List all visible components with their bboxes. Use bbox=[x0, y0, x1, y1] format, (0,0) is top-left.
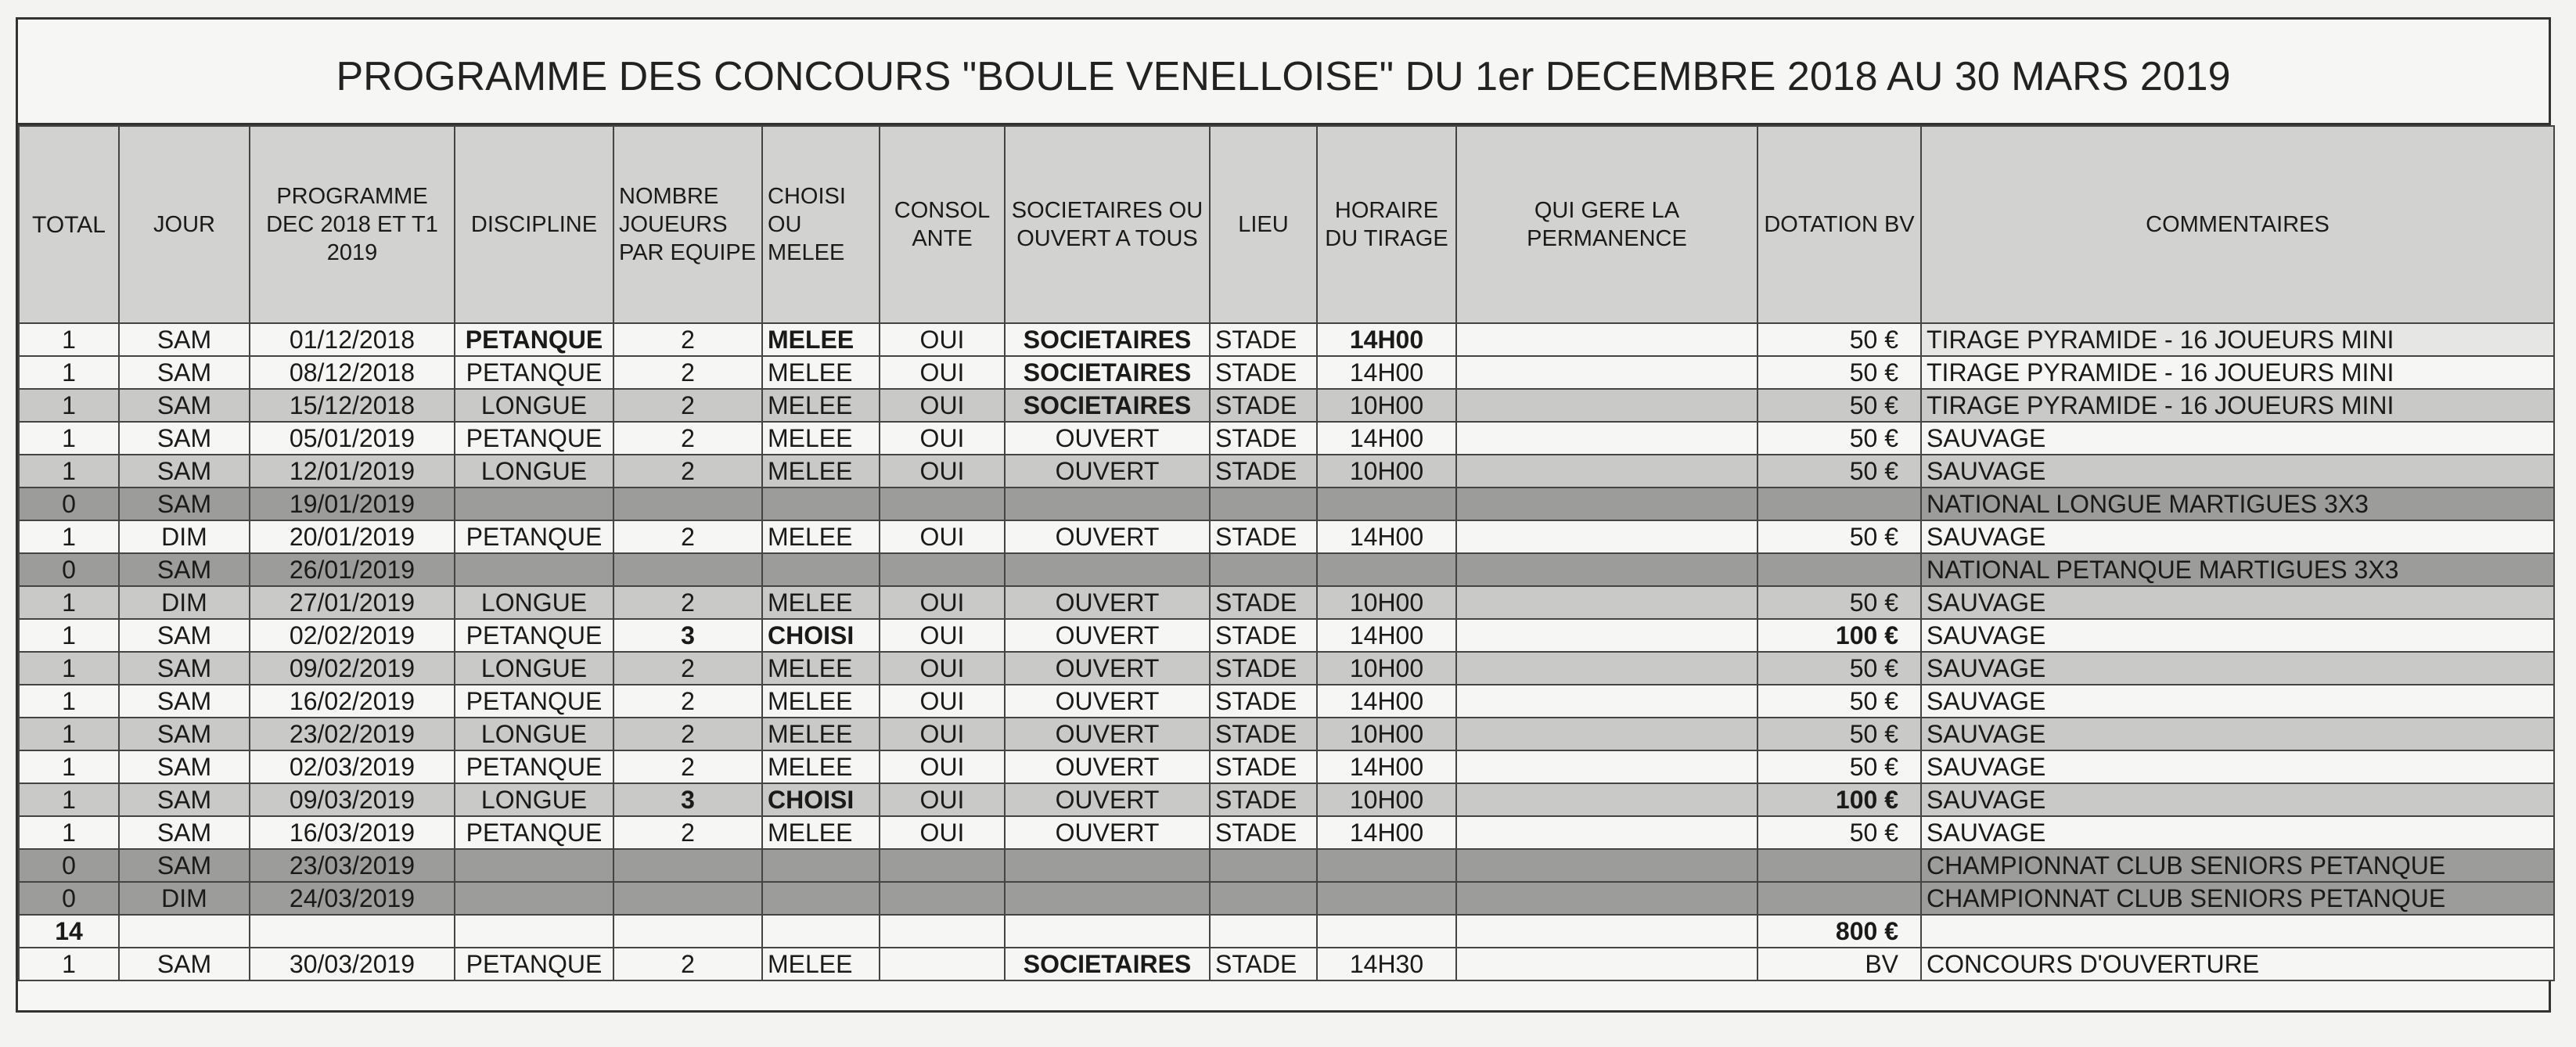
cell-mode bbox=[762, 488, 880, 520]
header-commentaires: COMMENTAIRES bbox=[1921, 126, 2554, 323]
cell-discipline bbox=[455, 915, 613, 948]
cell-dotation: 50 € bbox=[1758, 356, 1921, 389]
cell-dotation bbox=[1758, 849, 1921, 882]
cell-acces: OUVERT bbox=[1005, 455, 1210, 488]
cell-acces: OUVERT bbox=[1005, 619, 1210, 652]
cell-date: 08/12/2018 bbox=[250, 356, 455, 389]
cell-discipline: PETANQUE bbox=[455, 750, 613, 783]
cell-commentaire: CONCOURS D'OUVERTURE bbox=[1921, 948, 2554, 980]
cell-commentaire: NATIONAL LONGUE MARTIGUES 3X3 bbox=[1921, 488, 2554, 520]
cell-date: 26/01/2019 bbox=[250, 553, 455, 586]
cell-jour: DIM bbox=[119, 520, 250, 553]
cell-consolante: OUI bbox=[880, 422, 1005, 455]
cell-date: 09/03/2019 bbox=[250, 783, 455, 816]
cell-date: 19/01/2019 bbox=[250, 488, 455, 520]
cell-mode: MELEE bbox=[762, 652, 880, 685]
cell-horaire: 14H00 bbox=[1317, 750, 1456, 783]
cell-lieu: STADE bbox=[1210, 718, 1317, 750]
cell-acces bbox=[1005, 915, 1210, 948]
table-row bbox=[19, 750, 2554, 783]
table-row bbox=[19, 882, 2554, 915]
cell-joueurs bbox=[613, 849, 762, 882]
cell-commentaire: SAUVAGE bbox=[1921, 586, 2554, 619]
cell-lieu: STADE bbox=[1210, 685, 1317, 718]
cell-consolante: OUI bbox=[880, 619, 1005, 652]
cell-total: 1 bbox=[19, 685, 119, 718]
cell-acces: OUVERT bbox=[1005, 520, 1210, 553]
cell-lieu: STADE bbox=[1210, 750, 1317, 783]
table-row bbox=[19, 685, 2554, 718]
cell-discipline bbox=[455, 882, 613, 915]
cell-mode: MELEE bbox=[762, 750, 880, 783]
concours-table bbox=[18, 125, 2555, 981]
cell-mode: MELEE bbox=[762, 323, 880, 356]
cell-total: 1 bbox=[19, 586, 119, 619]
table-row bbox=[19, 718, 2554, 750]
header-lieu: LIEU bbox=[1210, 126, 1317, 323]
cell-jour: SAM bbox=[119, 685, 250, 718]
header-permanence: QUI GERE LA PERMANENCE bbox=[1456, 126, 1758, 323]
cell-acces: SOCIETAIRES bbox=[1005, 389, 1210, 422]
cell-dotation: 50 € bbox=[1758, 750, 1921, 783]
cell-mode: CHOISI bbox=[762, 783, 880, 816]
table-row bbox=[19, 586, 2554, 619]
cell-acces: OUVERT bbox=[1005, 783, 1210, 816]
cell-lieu bbox=[1210, 849, 1317, 882]
cell-joueurs: 2 bbox=[613, 750, 762, 783]
cell-commentaire: SAUVAGE bbox=[1921, 520, 2554, 553]
cell-lieu bbox=[1210, 553, 1317, 586]
cell-mode bbox=[762, 882, 880, 915]
cell-jour: SAM bbox=[119, 652, 250, 685]
cell-jour: SAM bbox=[119, 455, 250, 488]
cell-consolante: OUI bbox=[880, 389, 1005, 422]
table-row bbox=[19, 915, 2554, 948]
table-row bbox=[19, 389, 2554, 422]
cell-lieu: STADE bbox=[1210, 816, 1317, 849]
page-title: PROGRAMME DES CONCOURS "BOULE VENELLOISE" DU 1er DECEMBRE 2018 AU 30 MARS 2019 bbox=[18, 20, 2549, 125]
cell-total: 1 bbox=[19, 455, 119, 488]
cell-horaire: 14H00 bbox=[1317, 323, 1456, 356]
table-row bbox=[19, 652, 2554, 685]
cell-total: 0 bbox=[19, 553, 119, 586]
cell-dotation: 100 € bbox=[1758, 619, 1921, 652]
cell-horaire: 10H00 bbox=[1317, 783, 1456, 816]
cell-total: 1 bbox=[19, 323, 119, 356]
cell-horaire: 14H00 bbox=[1317, 520, 1456, 553]
cell-horaire: 10H00 bbox=[1317, 718, 1456, 750]
cell-commentaire: TIRAGE PYRAMIDE - 16 JOUEURS MINI bbox=[1921, 323, 2554, 356]
cell-discipline: PETANQUE bbox=[455, 948, 613, 980]
cell-date: 20/01/2019 bbox=[250, 520, 455, 553]
cell-jour: SAM bbox=[119, 948, 250, 980]
cell-dotation bbox=[1758, 488, 1921, 520]
cell-jour: SAM bbox=[119, 488, 250, 520]
cell-mode: MELEE bbox=[762, 422, 880, 455]
header-horaire: HORAIRE DU TIRAGE bbox=[1317, 126, 1456, 323]
cell-consolante: OUI bbox=[880, 455, 1005, 488]
cell-date: 02/02/2019 bbox=[250, 619, 455, 652]
cell-commentaire: TIRAGE PYRAMIDE - 16 JOUEURS MINI bbox=[1921, 389, 2554, 422]
table-row bbox=[19, 783, 2554, 816]
cell-horaire: 14H00 bbox=[1317, 685, 1456, 718]
cell-discipline: PETANQUE bbox=[455, 685, 613, 718]
cell-consolante bbox=[880, 948, 1005, 980]
cell-jour: SAM bbox=[119, 718, 250, 750]
cell-acces: OUVERT bbox=[1005, 816, 1210, 849]
cell-date: 23/02/2019 bbox=[250, 718, 455, 750]
cell-lieu: STADE bbox=[1210, 652, 1317, 685]
cell-consolante: OUI bbox=[880, 718, 1005, 750]
cell-permanence bbox=[1456, 783, 1758, 816]
cell-discipline: PETANQUE bbox=[455, 356, 613, 389]
cell-permanence bbox=[1456, 882, 1758, 915]
cell-acces: SOCIETAIRES bbox=[1005, 323, 1210, 356]
cell-discipline: LONGUE bbox=[455, 783, 613, 816]
cell-permanence bbox=[1456, 455, 1758, 488]
cell-lieu: STADE bbox=[1210, 389, 1317, 422]
cell-consolante bbox=[880, 488, 1005, 520]
cell-mode: MELEE bbox=[762, 816, 880, 849]
cell-consolante bbox=[880, 553, 1005, 586]
cell-joueurs: 2 bbox=[613, 323, 762, 356]
cell-total: 1 bbox=[19, 520, 119, 553]
cell-date: 24/03/2019 bbox=[250, 882, 455, 915]
cell-jour: DIM bbox=[119, 882, 250, 915]
cell-permanence bbox=[1456, 356, 1758, 389]
header-dotation: DOTATION BV bbox=[1758, 126, 1921, 323]
cell-discipline: LONGUE bbox=[455, 586, 613, 619]
cell-date: 16/03/2019 bbox=[250, 816, 455, 849]
cell-acces bbox=[1005, 882, 1210, 915]
cell-horaire bbox=[1317, 553, 1456, 586]
cell-horaire: 10H00 bbox=[1317, 455, 1456, 488]
cell-consolante: OUI bbox=[880, 783, 1005, 816]
cell-discipline bbox=[455, 849, 613, 882]
cell-dotation: 50 € bbox=[1758, 323, 1921, 356]
cell-total: 1 bbox=[19, 422, 119, 455]
cell-joueurs: 2 bbox=[613, 685, 762, 718]
header-row bbox=[19, 126, 2554, 323]
cell-date: 01/12/2018 bbox=[250, 323, 455, 356]
cell-horaire bbox=[1317, 915, 1456, 948]
cell-permanence bbox=[1456, 915, 1758, 948]
cell-consolante bbox=[880, 882, 1005, 915]
cell-joueurs: 2 bbox=[613, 356, 762, 389]
cell-mode: MELEE bbox=[762, 718, 880, 750]
cell-lieu: STADE bbox=[1210, 323, 1317, 356]
cell-mode: MELEE bbox=[762, 520, 880, 553]
cell-permanence bbox=[1456, 685, 1758, 718]
cell-dotation: 100 € bbox=[1758, 783, 1921, 816]
cell-acces: SOCIETAIRES bbox=[1005, 948, 1210, 980]
cell-acces bbox=[1005, 488, 1210, 520]
cell-dotation: 50 € bbox=[1758, 652, 1921, 685]
cell-dotation: 50 € bbox=[1758, 520, 1921, 553]
cell-commentaire: SAUVAGE bbox=[1921, 816, 2554, 849]
table-row bbox=[19, 323, 2554, 356]
cell-consolante: OUI bbox=[880, 356, 1005, 389]
cell-jour: SAM bbox=[119, 849, 250, 882]
cell-lieu bbox=[1210, 915, 1317, 948]
header-choisi-melee: CHOISI OU MELEE bbox=[762, 126, 880, 323]
cell-consolante: OUI bbox=[880, 652, 1005, 685]
cell-total: 1 bbox=[19, 356, 119, 389]
cell-commentaire: SAUVAGE bbox=[1921, 718, 2554, 750]
cell-dotation: 50 € bbox=[1758, 685, 1921, 718]
cell-date: 12/01/2019 bbox=[250, 455, 455, 488]
cell-commentaire: TIRAGE PYRAMIDE - 16 JOUEURS MINI bbox=[1921, 356, 2554, 389]
cell-date bbox=[250, 915, 455, 948]
cell-jour bbox=[119, 915, 250, 948]
cell-total: 0 bbox=[19, 849, 119, 882]
cell-commentaire: SAUVAGE bbox=[1921, 422, 2554, 455]
header-total: TOTAL bbox=[19, 126, 119, 323]
cell-permanence bbox=[1456, 948, 1758, 980]
cell-permanence bbox=[1456, 323, 1758, 356]
cell-lieu bbox=[1210, 488, 1317, 520]
cell-lieu: STADE bbox=[1210, 619, 1317, 652]
cell-lieu: STADE bbox=[1210, 520, 1317, 553]
cell-jour: SAM bbox=[119, 356, 250, 389]
header-discipline: DISCIPLINE bbox=[455, 126, 613, 323]
cell-discipline bbox=[455, 488, 613, 520]
cell-mode: CHOISI bbox=[762, 619, 880, 652]
cell-permanence bbox=[1456, 718, 1758, 750]
cell-discipline: PETANQUE bbox=[455, 422, 613, 455]
cell-total: 1 bbox=[19, 948, 119, 980]
cell-permanence bbox=[1456, 586, 1758, 619]
cell-dotation bbox=[1758, 882, 1921, 915]
cell-commentaire: NATIONAL PETANQUE MARTIGUES 3X3 bbox=[1921, 553, 2554, 586]
cell-horaire: 10H00 bbox=[1317, 389, 1456, 422]
cell-consolante: OUI bbox=[880, 685, 1005, 718]
cell-discipline: LONGUE bbox=[455, 652, 613, 685]
header-jour: JOUR bbox=[119, 126, 250, 323]
cell-commentaire: SAUVAGE bbox=[1921, 783, 2554, 816]
cell-mode: MELEE bbox=[762, 685, 880, 718]
cell-commentaire: SAUVAGE bbox=[1921, 750, 2554, 783]
cell-total: 14 bbox=[19, 915, 119, 948]
cell-date: 15/12/2018 bbox=[250, 389, 455, 422]
cell-permanence bbox=[1456, 652, 1758, 685]
cell-acces: OUVERT bbox=[1005, 750, 1210, 783]
table-row bbox=[19, 619, 2554, 652]
cell-consolante: OUI bbox=[880, 520, 1005, 553]
cell-joueurs: 2 bbox=[613, 520, 762, 553]
cell-lieu: STADE bbox=[1210, 783, 1317, 816]
cell-horaire: 14H30 bbox=[1317, 948, 1456, 980]
cell-discipline bbox=[455, 553, 613, 586]
cell-date: 23/03/2019 bbox=[250, 849, 455, 882]
cell-date: 30/03/2019 bbox=[250, 948, 455, 980]
cell-horaire: 10H00 bbox=[1317, 586, 1456, 619]
cell-jour: SAM bbox=[119, 323, 250, 356]
cell-horaire bbox=[1317, 882, 1456, 915]
cell-acces bbox=[1005, 849, 1210, 882]
cell-joueurs: 3 bbox=[613, 619, 762, 652]
cell-joueurs: 2 bbox=[613, 948, 762, 980]
cell-discipline: LONGUE bbox=[455, 718, 613, 750]
cell-jour: DIM bbox=[119, 586, 250, 619]
cell-joueurs bbox=[613, 488, 762, 520]
table-row bbox=[19, 422, 2554, 455]
header-societaires: SOCIETAIRES OU OUVERT A TOUS bbox=[1005, 126, 1210, 323]
programme-sheet bbox=[16, 17, 2551, 1013]
cell-dotation bbox=[1758, 553, 1921, 586]
cell-lieu: STADE bbox=[1210, 455, 1317, 488]
cell-consolante: OUI bbox=[880, 323, 1005, 356]
cell-permanence bbox=[1456, 750, 1758, 783]
cell-commentaire: SAUVAGE bbox=[1921, 455, 2554, 488]
cell-commentaire: CHAMPIONNAT CLUB SENIORS PETANQUE bbox=[1921, 882, 2554, 915]
cell-horaire bbox=[1317, 488, 1456, 520]
cell-dotation: 50 € bbox=[1758, 816, 1921, 849]
cell-consolante: OUI bbox=[880, 816, 1005, 849]
cell-mode: MELEE bbox=[762, 455, 880, 488]
table-row bbox=[19, 849, 2554, 882]
cell-discipline: LONGUE bbox=[455, 455, 613, 488]
cell-joueurs: 2 bbox=[613, 718, 762, 750]
cell-commentaire: SAUVAGE bbox=[1921, 619, 2554, 652]
cell-joueurs: 2 bbox=[613, 422, 762, 455]
cell-dotation: 50 € bbox=[1758, 389, 1921, 422]
cell-jour: SAM bbox=[119, 422, 250, 455]
cell-jour: SAM bbox=[119, 783, 250, 816]
cell-acces: OUVERT bbox=[1005, 718, 1210, 750]
cell-lieu: STADE bbox=[1210, 422, 1317, 455]
cell-joueurs: 2 bbox=[613, 652, 762, 685]
cell-joueurs bbox=[613, 882, 762, 915]
cell-mode: MELEE bbox=[762, 389, 880, 422]
cell-total: 1 bbox=[19, 619, 119, 652]
cell-mode bbox=[762, 915, 880, 948]
cell-dotation: 800 € bbox=[1758, 915, 1921, 948]
cell-joueurs: 2 bbox=[613, 389, 762, 422]
cell-date: 09/02/2019 bbox=[250, 652, 455, 685]
cell-acces: OUVERT bbox=[1005, 685, 1210, 718]
cell-permanence bbox=[1456, 619, 1758, 652]
cell-lieu: STADE bbox=[1210, 948, 1317, 980]
cell-permanence bbox=[1456, 816, 1758, 849]
cell-consolante: OUI bbox=[880, 750, 1005, 783]
cell-jour: SAM bbox=[119, 816, 250, 849]
cell-jour: SAM bbox=[119, 619, 250, 652]
cell-total: 1 bbox=[19, 816, 119, 849]
cell-date: 05/01/2019 bbox=[250, 422, 455, 455]
cell-total: 1 bbox=[19, 389, 119, 422]
cell-joueurs bbox=[613, 553, 762, 586]
table-row bbox=[19, 553, 2554, 586]
cell-mode: MELEE bbox=[762, 356, 880, 389]
cell-date: 02/03/2019 bbox=[250, 750, 455, 783]
cell-jour: SAM bbox=[119, 750, 250, 783]
header-consolante: CONSOL ANTE bbox=[880, 126, 1005, 323]
cell-joueurs: 3 bbox=[613, 783, 762, 816]
table-row bbox=[19, 520, 2554, 553]
cell-lieu: STADE bbox=[1210, 586, 1317, 619]
table-row bbox=[19, 455, 2554, 488]
table-row bbox=[19, 816, 2554, 849]
cell-permanence bbox=[1456, 389, 1758, 422]
header-programme: PROGRAMME DEC 2018 ET T1 2019 bbox=[250, 126, 455, 323]
table-row bbox=[19, 488, 2554, 520]
cell-permanence bbox=[1456, 488, 1758, 520]
cell-joueurs bbox=[613, 915, 762, 948]
cell-mode: MELEE bbox=[762, 586, 880, 619]
cell-lieu: STADE bbox=[1210, 356, 1317, 389]
cell-horaire: 14H00 bbox=[1317, 619, 1456, 652]
cell-date: 16/02/2019 bbox=[250, 685, 455, 718]
cell-consolante: OUI bbox=[880, 586, 1005, 619]
cell-mode: MELEE bbox=[762, 948, 880, 980]
cell-mode bbox=[762, 849, 880, 882]
cell-permanence bbox=[1456, 422, 1758, 455]
cell-joueurs: 2 bbox=[613, 816, 762, 849]
cell-discipline: PETANQUE bbox=[455, 619, 613, 652]
cell-joueurs: 2 bbox=[613, 586, 762, 619]
cell-permanence bbox=[1456, 553, 1758, 586]
cell-acces bbox=[1005, 553, 1210, 586]
cell-lieu bbox=[1210, 882, 1317, 915]
cell-discipline: PETANQUE bbox=[455, 520, 613, 553]
cell-dotation: 50 € bbox=[1758, 422, 1921, 455]
cell-commentaire: SAUVAGE bbox=[1921, 685, 2554, 718]
cell-total: 1 bbox=[19, 652, 119, 685]
cell-dotation: 50 € bbox=[1758, 586, 1921, 619]
cell-jour: SAM bbox=[119, 389, 250, 422]
cell-dotation: 50 € bbox=[1758, 455, 1921, 488]
cell-total: 1 bbox=[19, 750, 119, 783]
cell-commentaire bbox=[1921, 915, 2554, 948]
cell-permanence bbox=[1456, 520, 1758, 553]
cell-discipline: PETANQUE bbox=[455, 816, 613, 849]
cell-horaire: 14H00 bbox=[1317, 356, 1456, 389]
cell-commentaire: SAUVAGE bbox=[1921, 652, 2554, 685]
cell-total: 0 bbox=[19, 488, 119, 520]
cell-acces: OUVERT bbox=[1005, 652, 1210, 685]
cell-horaire: 14H00 bbox=[1317, 816, 1456, 849]
cell-horaire bbox=[1317, 849, 1456, 882]
cell-date: 27/01/2019 bbox=[250, 586, 455, 619]
table-row bbox=[19, 356, 2554, 389]
cell-consolante bbox=[880, 915, 1005, 948]
cell-total: 1 bbox=[19, 718, 119, 750]
cell-acces: OUVERT bbox=[1005, 422, 1210, 455]
table-row bbox=[19, 948, 2554, 980]
cell-dotation: 50 € bbox=[1758, 718, 1921, 750]
cell-horaire: 10H00 bbox=[1317, 652, 1456, 685]
cell-commentaire: CHAMPIONNAT CLUB SENIORS PETANQUE bbox=[1921, 849, 2554, 882]
cell-mode bbox=[762, 553, 880, 586]
cell-jour: SAM bbox=[119, 553, 250, 586]
cell-dotation: BV bbox=[1758, 948, 1921, 980]
cell-acces: OUVERT bbox=[1005, 586, 1210, 619]
cell-consolante bbox=[880, 849, 1005, 882]
cell-joueurs: 2 bbox=[613, 455, 762, 488]
header-nombre-joueurs: NOMBRE JOUEURS PAR EQUIPE bbox=[613, 126, 762, 323]
cell-acces: SOCIETAIRES bbox=[1005, 356, 1210, 389]
cell-discipline: PETANQUE bbox=[455, 323, 613, 356]
cell-horaire: 14H00 bbox=[1317, 422, 1456, 455]
cell-total: 1 bbox=[19, 783, 119, 816]
cell-discipline: LONGUE bbox=[455, 389, 613, 422]
cell-total: 0 bbox=[19, 882, 119, 915]
cell-permanence bbox=[1456, 849, 1758, 882]
